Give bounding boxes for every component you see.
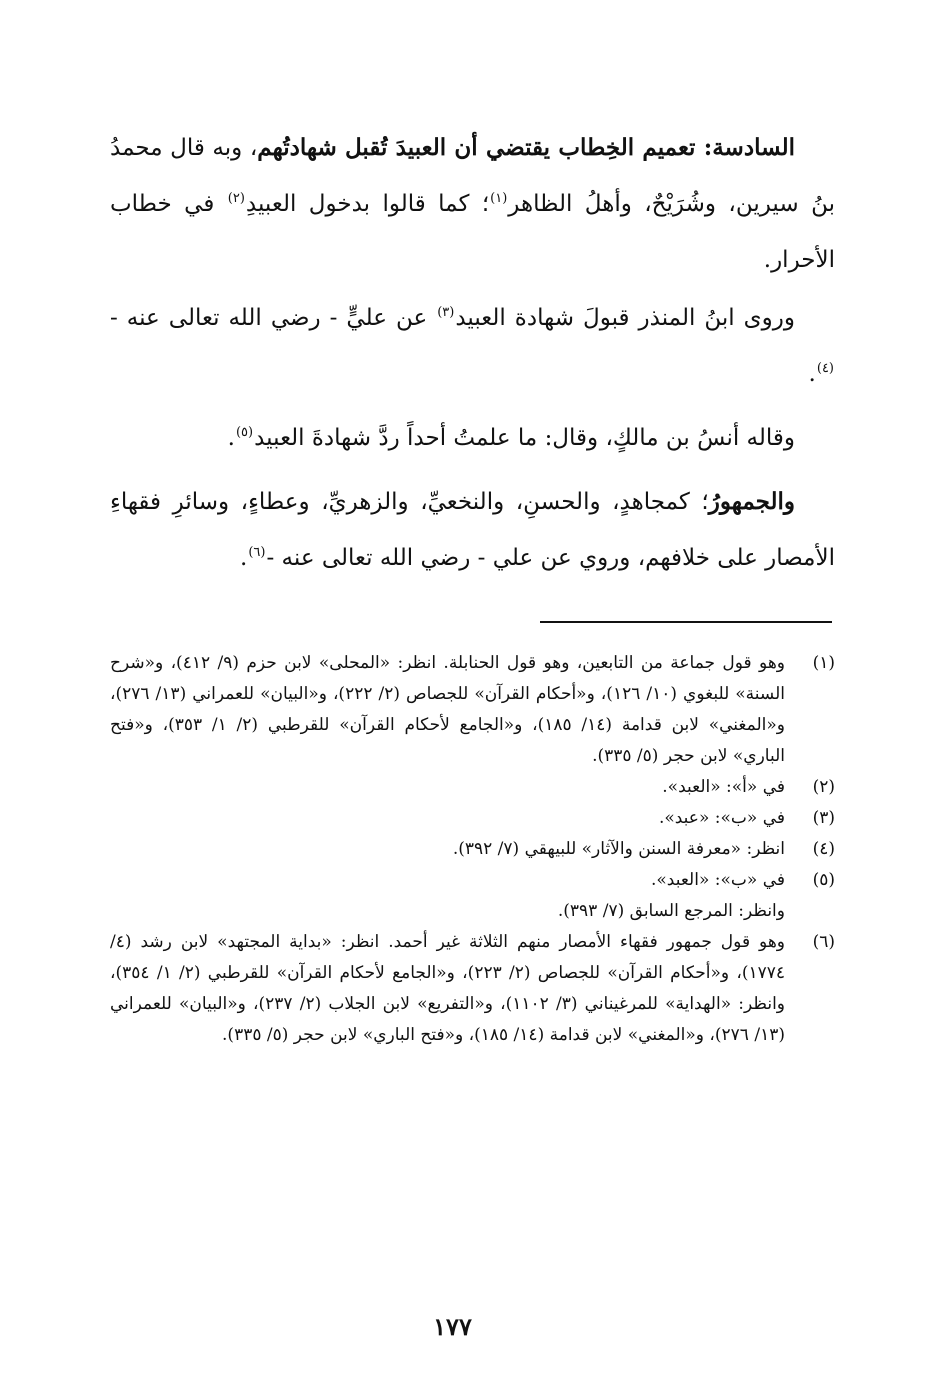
majority-heading: والجمهورُ <box>708 488 795 515</box>
footnotes <box>110 648 835 1051</box>
footnote-item <box>110 772 835 803</box>
footnote-ref: (٣) <box>437 305 455 321</box>
paragraph-sixth-issue <box>110 120 835 288</box>
footnote-number: (٥) <box>812 870 835 890</box>
footnote-text: وهو قول جمهور فقهاء الأمصار منهم الثلاثة غير أحمد. انظر: «بداية المجتهد» لابن رشد (٤/ ١٧٧٤)، و«أحكام القرآن» للجصاص (٢/ ٢٢٣)، و«الجامع لأحكام القرآن» للقرطبي (٢/ ١/ ٣٥٤)، وانظر: «الهداية» للمرغيناني (٣/ ١١٠٢)، و«التفريع» لابن الجلاب (٢/ ٢٣٧)، و«البيان» للعمراني (١٣/ ٢٧٦)، و«المغني» لابن قدامة (١٤/ ١٨٥)، و«فتح الباري» لابن حجر (٥/ ٣٣٥). <box>110 932 786 1045</box>
footnote-continuation: وانظر: المرجع السابق (٧/ ٣٩٣). <box>557 901 785 921</box>
footnote-item <box>110 834 835 865</box>
footnote-item <box>110 803 835 834</box>
footnote-ref: (٦) <box>248 545 266 561</box>
footnote-text: وهو قول جماعة من التابعين، وهو قول الحنابلة. انظر: «المحلى» لابن حزم (٩/ ٤١٢)، و«شرح السنة» للبغوي (١٠/ ١٢٦)، و«أحكام القرآن» للجصاص (٢/ ٢٢٢)، و«البيان» للعمراني (١٣/ ٢٧٦)، و«المغني» لابن قدامة (١٤/ ١٨٥)، و«الجامع لأحكام القرآن» للقرطبي (٢/ ١/ ٣٥٣)، و«فتح الباري» لابن حجر (٥/ ٣٣٥). <box>110 653 786 766</box>
page-number: ١٧٧ <box>433 1312 472 1341</box>
footnote-ref: (٤) <box>816 361 834 377</box>
main-text <box>110 120 835 594</box>
footnote-number: (٤) <box>812 839 835 859</box>
footnote-number: (٣) <box>812 808 835 828</box>
footnote-ref: (٢) <box>227 191 245 207</box>
footnote-item <box>110 648 835 772</box>
footnote-text: في «ب»: «عبد». <box>658 808 785 828</box>
paragraph-text: عن عليٍّ - رضي الله تعالى عنه - <box>110 305 437 331</box>
footnote-body <box>110 865 785 927</box>
footnote-item <box>110 865 835 927</box>
footnote-number: (٦) <box>812 932 835 952</box>
footnote-separator <box>540 621 832 623</box>
paragraph-text: . <box>808 361 816 387</box>
footnote-ref: (١) <box>490 191 508 207</box>
footnote-text: انظر: «معرفة السنن والآثار» للبيهقي (٧/ ٣٩٢). <box>452 839 785 859</box>
paragraph-text: وروى ابنُ المنذر قبولَ شهادة العبيد <box>455 305 795 331</box>
paragraph-text: ؛ كما قالوا بدخول العبيدِ <box>245 191 490 217</box>
footnote-text: في «ب»: «العبد». <box>651 870 785 890</box>
paragraph-text: . <box>240 545 248 571</box>
footnote-ref: (٥) <box>235 425 254 441</box>
footnote-number: (٢) <box>812 777 835 797</box>
paragraph-text: . <box>227 425 235 451</box>
paragraph-text: وقاله أنسُ بن مالكٍ، وقال: ما علمتُ أحداً ردَّ شهادةَ العبيد <box>254 425 795 451</box>
paragraph-anas <box>110 410 835 466</box>
issue-heading: السادسة: تعميم الخِطاب يقتضي أن العبيدَ تُقبل شهادتُهم <box>257 134 795 161</box>
paragraph-ibn-almundhir <box>110 290 835 402</box>
paragraph-text: ، وبه قال محمدُ بنُ سيرين، وشُرَيْحٌ، وأهلُ الظاهر <box>110 135 835 217</box>
footnote-item <box>110 927 835 1051</box>
paragraph-majority <box>110 474 835 586</box>
footnote-number: (١) <box>812 653 835 673</box>
paragraph-text: ؛ كمجاهدٍ، والحسنِ، والنخعيِّ، والزهريِّ، وعطاءٍ، وسائرِ فقهاءِ الأمصار على خلافهم، وروي عن علي - رضي الله تعالى عنه - <box>110 489 835 571</box>
paragraph-text: في خطاب الأحرار. <box>110 191 835 273</box>
footnote-text: في «أ»: «العبد». <box>662 777 785 797</box>
